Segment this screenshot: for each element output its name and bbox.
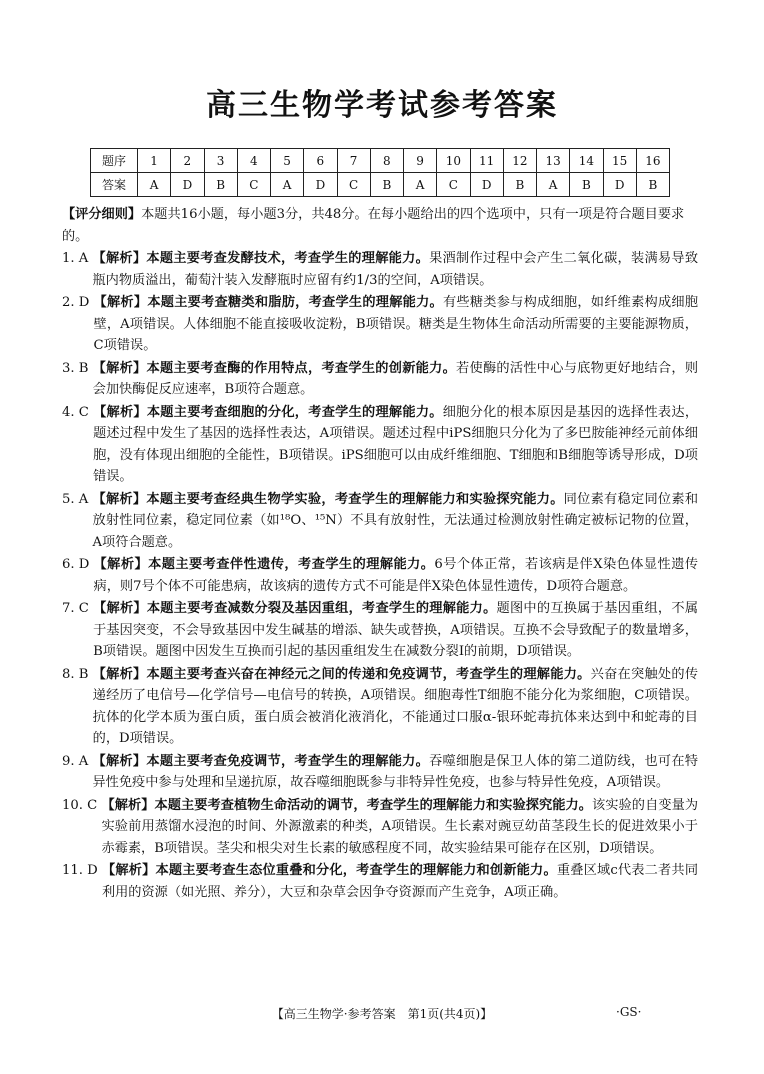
answer-cell: A xyxy=(271,173,304,197)
explanation-text xyxy=(101,795,698,860)
explanation-item xyxy=(62,664,698,750)
explanation-text xyxy=(93,598,698,663)
analysis-detail: 重叠区域c代表二者共同利用的资源（如光照、养分），大豆和杂草会因争夺资源而产生竞争，A项正确。 xyxy=(101,863,699,900)
analysis-focus: 本题主要考查糖类和脂肪，考查学生的理解能力。 xyxy=(147,295,443,310)
analysis-tag: 【解析】 xyxy=(93,557,149,572)
question-answer-label: 5. A xyxy=(62,491,93,507)
answer-cell: A xyxy=(537,173,570,197)
explanation-item xyxy=(62,489,698,554)
question-answer-label: 6. D xyxy=(62,557,94,572)
explanation-item xyxy=(62,248,698,291)
question-number-cell: 9 xyxy=(404,149,437,173)
question-number-cell: 13 xyxy=(537,149,570,173)
explanation-body xyxy=(62,204,698,904)
question-number-cell: 5 xyxy=(271,149,304,173)
row-label-number: 题序 xyxy=(91,149,138,173)
explanation-item xyxy=(62,751,698,794)
analysis-detail: 若使酶的活性中心与底物更好地结合，则会加快酶促反应速率，B项符合题意。 xyxy=(92,360,699,397)
answer-cell: B xyxy=(503,173,536,197)
analysis-detail: 有些糖类参与构成细胞，如纤维素构成细胞壁，A项错误。人体细胞不能直接吸收淀粉，B项错误。糖类是生物体生命活动所需要的主要能源物质，C项错误。 xyxy=(93,295,699,353)
page-title: 高三生物学考试参考答案 xyxy=(206,88,558,123)
question-number-cell: 8 xyxy=(370,149,403,173)
explanation-text xyxy=(94,554,698,597)
analysis-focus: 本题主要考查伴性遗传，考查学生的理解能力。 xyxy=(148,557,435,572)
question-answer-label: 10. C xyxy=(62,797,102,813)
row-label-answer: 答案 xyxy=(91,173,138,197)
question-number-cell: 4 xyxy=(237,149,270,173)
analysis-tag: 【解析】 xyxy=(92,360,147,376)
question-answer-label: 9. A xyxy=(62,753,93,769)
analysis-tag: 【解析】 xyxy=(92,753,147,769)
analysis-tag: 【解析】 xyxy=(93,295,148,310)
explanation-item xyxy=(62,292,698,357)
explanation-text xyxy=(93,489,699,554)
answer-table xyxy=(90,148,670,197)
question-answer-label: 7. C xyxy=(62,601,94,616)
question-answer-label: 2. D xyxy=(62,295,94,310)
explanation-text xyxy=(93,358,698,401)
question-number-cell: 14 xyxy=(570,149,603,173)
explanation-item xyxy=(62,554,698,597)
analysis-tag: 【解析】 xyxy=(93,601,147,616)
answer-cell: D xyxy=(470,173,503,197)
explanation-item xyxy=(62,402,698,488)
analysis-detail: 兴奋在突触处的传递经历了电信号—化学信号—电信号的转换，A项错误。细胞毒性T细胞不能分化为浆细胞，C项错误。抗体的化学本质为蛋白质，蛋白质会被消化液消化，不能通过口服α-银环蛇毒抗体来达到中和蛇毒的目的，D项错误。 xyxy=(92,666,699,746)
analysis-tag: 【解析】 xyxy=(92,666,147,682)
scoring-rule xyxy=(62,204,698,247)
explanation-text xyxy=(93,664,698,750)
analysis-detail: 题图中的互换属于基因重组，不属于基因突变，不会导致基因中发生碱基的增添、缺失或替换，A项错误。互换不会导致配子的数量增多，B项错误。题图中因发生互换而引起的基因重组发生在减数分裂Ⅰ的前期，D项错误。 xyxy=(93,601,699,659)
answer-cell: C xyxy=(337,173,370,197)
question-number-cell: 1 xyxy=(138,149,171,173)
scoring-rule-text: 本题共16小题，每小题3分，共48分。在每小题给出的四个选项中，只有一项是符合题目要求的。 xyxy=(62,207,685,244)
answer-cell: B xyxy=(570,173,603,197)
question-number-cell: 6 xyxy=(304,149,337,173)
analysis-focus: 本题主要考查细胞的分化，考查学生的理解能力。 xyxy=(146,404,443,420)
question-number-cell: 12 xyxy=(503,149,536,173)
analysis-tag: 【解析】 xyxy=(101,797,155,813)
analysis-detail: 6号个体正常，若该病是伴X染色体显性遗传病，则7号个体不可能患病，故该病的遗传方式不可能是伴X染色体显性遗传，D项符合题意。 xyxy=(93,557,699,594)
analysis-focus: 本题主要考查植物生命活动的调节，考查学生的理解能力和实验探究能力。 xyxy=(154,797,593,813)
question-number-cell: 7 xyxy=(337,149,370,173)
analysis-tag: 【解析】 xyxy=(92,251,147,266)
question-answer-label: 3. B xyxy=(62,360,93,376)
analysis-focus: 本题主要考查减数分裂及基因重组，考查学生的理解能力。 xyxy=(146,601,497,616)
analysis-focus: 本题主要考查经典生物学实验，考查学生的理解能力和实验探究能力。 xyxy=(146,491,564,507)
answer-cell: D xyxy=(171,173,204,197)
analysis-detail: 该实验的自变量为实验前用蒸馏水浸泡的时间、外源激素的种类，A项错误。生长素对豌豆幼苗茎段生长的促进效果小于赤霉素，B项错误。茎尖和根尖对生长素的敏感程度不同，故实验结果可能存在区别，D项错误。 xyxy=(101,797,699,856)
footer-code: ·GS· xyxy=(616,1005,642,1019)
question-answer-label: 1. A xyxy=(62,251,93,266)
question-answer-label: 4. C xyxy=(62,404,94,420)
answer-cell: B xyxy=(370,173,403,197)
answer-cell: A xyxy=(404,173,437,197)
answer-cell: C xyxy=(437,173,470,197)
answer-cell: A xyxy=(138,173,171,197)
analysis-detail: 细胞分化的根本原因是基因的选择性表达，题述过程中发生了基因的选择性表达，A项错误。题述过程中iPS细胞只分化为了多巴胺能神经元前体细胞，没有体现出细胞的全能性，B项错误。iPS细胞可以由成纤维细胞、T细胞和B细胞等诱导形成，D项错误。 xyxy=(93,404,698,484)
explanation-text xyxy=(93,402,698,488)
analysis-detail: 吞噬细胞是保卫人体的第二道防线，也可在特异性免疫中参与处理和呈递抗原，故吞噬细胞既参与非特异性免疫，也参与特异性免疫，A项错误。 xyxy=(92,753,699,790)
explanation-list xyxy=(62,248,698,903)
explanation-text xyxy=(93,248,699,291)
question-number-cell: 10 xyxy=(437,149,470,173)
answer-table-answer-row xyxy=(91,173,670,197)
question-number-cell: 16 xyxy=(636,149,669,173)
answer-cell: D xyxy=(304,173,337,197)
answer-table-number-row xyxy=(91,149,670,173)
question-answer-label: 8. B xyxy=(62,666,93,682)
explanation-item xyxy=(62,795,698,860)
question-number-cell: 3 xyxy=(204,149,237,173)
question-number-cell: 11 xyxy=(470,149,503,173)
analysis-detail: 同位素有稳定同位素和放射性同位素，稳定同位素（如¹⁸O、¹⁵N）不具有放射性，无法通过检测放射性确定被标记物的位置，A项符合题意。 xyxy=(92,491,699,550)
analysis-tag: 【解析】 xyxy=(101,863,156,878)
question-answer-label: 11. D xyxy=(62,863,102,878)
answer-cell: C xyxy=(237,173,270,197)
answer-cell: B xyxy=(204,173,237,197)
answer-cell: D xyxy=(603,173,636,197)
explanation-item xyxy=(62,358,698,401)
analysis-focus: 本题主要考查兴奋在神经元之间的传递和免疫调节，考查学生的理解能力。 xyxy=(146,666,591,682)
analysis-focus: 本题主要考查免疫调节，考查学生的理解能力。 xyxy=(146,753,430,769)
analysis-focus: 本题主要考查酶的作用特点，考查学生的创新能力。 xyxy=(146,360,457,376)
analysis-focus: 本题主要考查发酵技术，考查学生的理解能力。 xyxy=(146,251,430,266)
explanation-item xyxy=(62,860,698,903)
explanation-text xyxy=(93,751,699,794)
explanation-text xyxy=(94,292,698,357)
explanation-item xyxy=(62,598,698,663)
analysis-detail: 果酒制作过程中会产生二氧化碳，装满易导致瓶内物质溢出，葡萄汁装入发酵瓶时应留有约1/3的空间，A项错误。 xyxy=(92,251,699,288)
page-footer: 【高三生物学·参考答案 第1页(共4页)】 xyxy=(271,1007,493,1021)
analysis-tag: 【解析】 xyxy=(93,404,147,420)
question-number-cell: 15 xyxy=(603,149,636,173)
answer-cell: B xyxy=(636,173,669,197)
question-number-cell: 2 xyxy=(171,149,204,173)
explanation-text xyxy=(102,860,698,903)
analysis-tag: 【解析】 xyxy=(92,491,147,507)
analysis-focus: 本题主要考查生态位重叠和分化，考查学生的理解能力和创新能力。 xyxy=(155,863,557,878)
scoring-rule-tag: 【评分细则】 xyxy=(62,207,142,222)
